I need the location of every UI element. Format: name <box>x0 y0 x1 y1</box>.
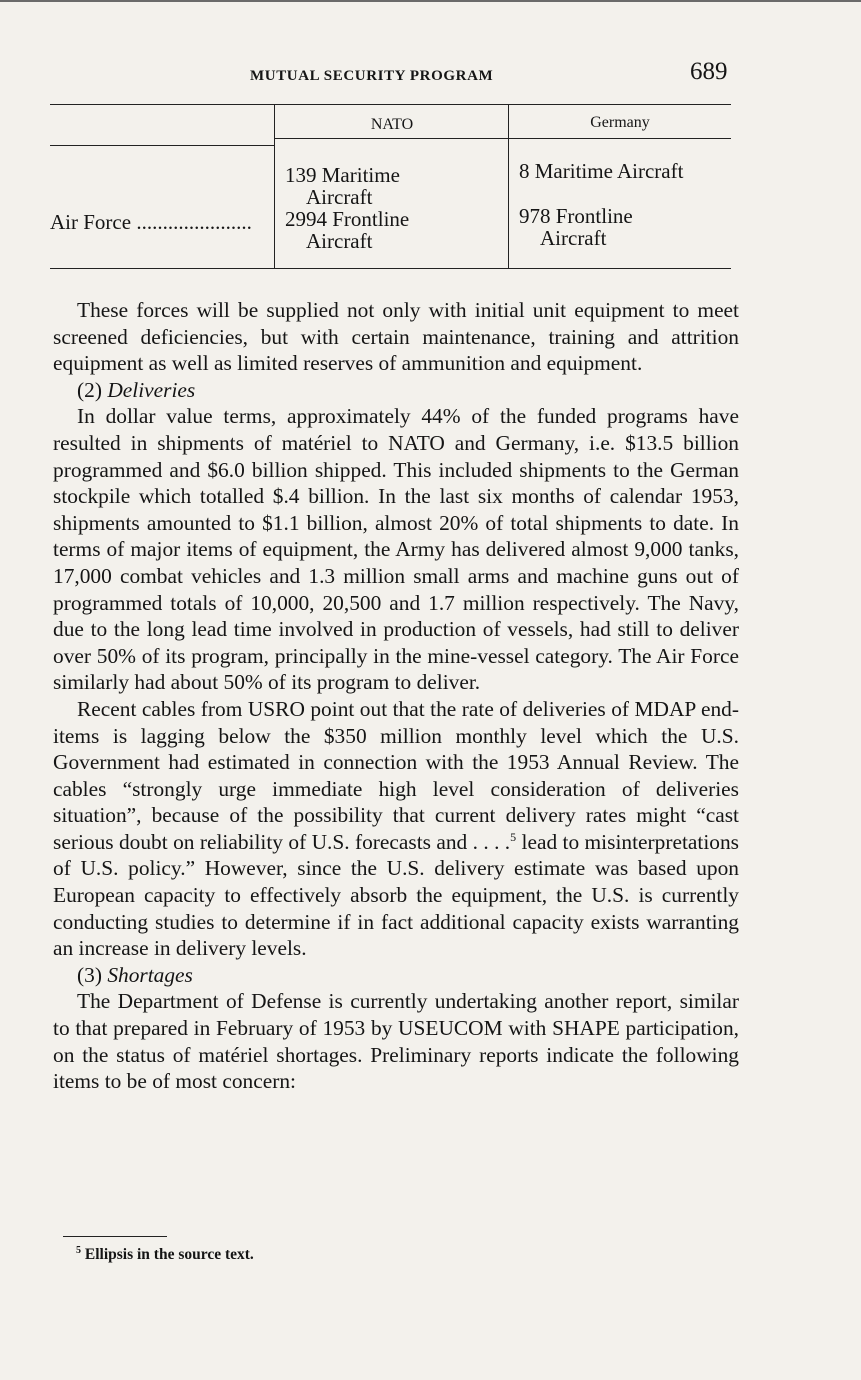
paragraph-deliveries: In dollar value terms, approximately 44% of the funded programs have resulted in shipments of matériel to NATO and Germany, i.e. $13.5 billion programmed and $6.0 billion shipped. This included shipments to the German stockpile which totalled $.4 billion. In the last six months of calendar 1953, shipments amounted to $1.1 billion, almost 20% of total shipments to date. In terms of major items of equipment, the Army has delivered almost 9,000 tanks, 17,000 combat vehicles and 1.3 million small arms and machine guns out of programmed totals of 10,000, 20,500 and 1.7 million respectively. The Navy, due to the long lead time involved in production of vessels, had still to deliver over 50% of its program, principally in the mine-vessel category. The Air Force similarly had about 50% of its program to deliver. <box>53 404 739 695</box>
running-head: MUTUAL SECURITY PROGRAM <box>250 68 494 84</box>
table-column-divider-2 <box>508 104 509 268</box>
nato-frontline-count: 2994 Frontline <box>285 207 410 231</box>
table-bottom-rule <box>50 268 731 269</box>
nato-frontline-cell <box>285 208 409 252</box>
paragraph-usro-cables <box>53 696 739 962</box>
footnote-rule <box>63 1236 167 1237</box>
section-heading-deliveries <box>53 377 739 404</box>
nato-maritime-count: 139 Maritime <box>285 163 400 187</box>
page-number: 689 <box>690 58 728 85</box>
table-column-divider-1 <box>274 104 275 268</box>
section-title: Deliveries <box>107 377 196 402</box>
column-header-nato: NATO <box>370 116 414 133</box>
row-label-text: Air Force <box>50 210 132 234</box>
paragraph-forces: These forces will be supplied not only with initial unit equipment to meet screened deficiencies, but with certain maintenance, training and attrition equipment as well as limited reserves of ammunition and equipment. <box>53 298 739 376</box>
row-label-air-force <box>50 210 272 235</box>
paragraph-shortages: The Department of Defense is currently undertaking another report, similar to that prepared in February of 1953 by USEUCOM with SHAPE participation, on the status of matériel shortages. Preliminary reports indicate the following items to be of most concern: <box>53 989 739 1094</box>
nato-maritime-cont: Aircraft <box>306 185 373 209</box>
section-heading-shortages <box>53 962 739 989</box>
germany-frontline-cont: Aircraft <box>540 226 607 250</box>
footnote <box>76 1245 254 1264</box>
germany-maritime-cell <box>519 160 683 182</box>
column-header-germany: Germany <box>590 114 650 131</box>
germany-frontline-count: 978 Frontline <box>519 204 633 228</box>
table-top-rule <box>50 104 731 105</box>
germany-frontline-cell <box>519 205 633 249</box>
section-number: (3) <box>77 962 102 987</box>
paragraph-usro-part1: Recent cables from USRO point out that the rate of deliveries of MDAP end-items is lagging below the $350 million monthly level which the U.S. Government had estimated in connection with the 1953 Annual Review. The cables “strongly urge immediate high level consideration of deliveries situation”, because of the possibility that current delivery rates might “cast serious doubt on reliability of U.S. forecasts and . . . . <box>53 696 739 854</box>
section-number: (2) <box>77 377 102 402</box>
nato-frontline-cont: Aircraft <box>306 229 373 253</box>
table-stub-rule <box>50 145 275 146</box>
section-title: Shortages <box>107 962 193 987</box>
top-edge-rule <box>0 0 861 2</box>
leader-dots: ...................... <box>136 210 252 234</box>
footnote-text: Ellipsis in the source text. <box>84 1246 254 1264</box>
footnote-reference: 5 <box>510 829 517 844</box>
footnote-marker: 5 <box>76 1245 81 1256</box>
body-text <box>53 297 739 1095</box>
table-header-rule <box>275 138 731 139</box>
paragraph-usro-part2: lead to misinterpretations of U.S. policy.” However, since the U.S. delivery estimate was based upon European capacity to effectively absorb the equipment, the U.S. is currently conducting studies to determine if in fact additional capacity exists warranting an increase in delivery levels. <box>53 829 740 961</box>
nato-maritime-cell <box>285 164 400 208</box>
germany-maritime-count: 8 Maritime Aircraft <box>519 159 684 183</box>
